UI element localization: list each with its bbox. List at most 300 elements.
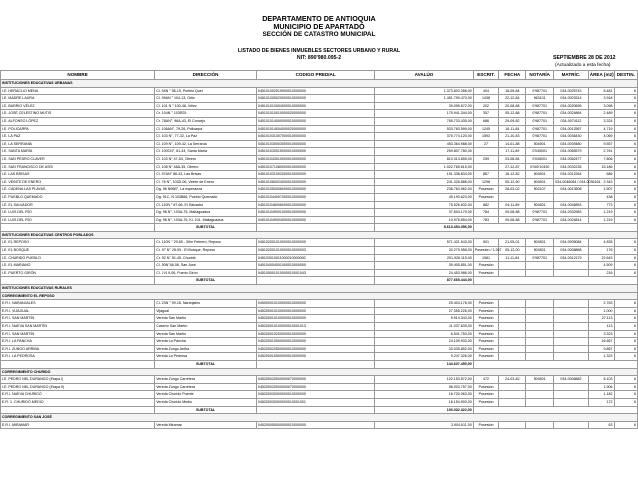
cell-destin: 6 [614, 330, 638, 338]
cell-destin: 6 [614, 239, 638, 247]
cell-nombre: E.R.I. NARANJALES [1, 300, 155, 308]
cell-codigo: 045200030000000010000000 [256, 391, 374, 399]
subtotal-label: SUBTOTAL [155, 360, 257, 368]
cell-matric: 034-0032235 [554, 163, 589, 171]
cell-notaria: 0'987701 [526, 110, 554, 118]
cell-direccion: Vereda La Pancha [155, 338, 257, 346]
cell-matric: 034-0046853 [554, 201, 589, 209]
cell-area: 216 [588, 269, 614, 277]
cell-codigo: 045101031007000010000000 [256, 133, 374, 141]
cell-direccion: Cl. 103 N°, 77-32, La Paz [155, 133, 257, 141]
cell-area: 1.323 [588, 353, 614, 361]
cell-escrit: Posesión [473, 398, 499, 406]
cell-area: 176 [588, 247, 614, 255]
cell-destin: 6 [614, 87, 638, 95]
cell-nombre: I.E. BARRIO VÉLEZ [1, 102, 155, 110]
cell-direccion: Vereda Miramar [155, 421, 257, 429]
subtotal-spacer [256, 360, 374, 368]
cell-direccion: Cl. J N 9-06, Puerto Girón [155, 269, 257, 277]
col-header-notaria: NOTARÍA [526, 71, 554, 80]
cell-area: 8.481 [588, 87, 614, 95]
cell-codigo: 045000010100000010000000 [256, 300, 374, 308]
table-body [1, 80, 638, 429]
doc-title-listing: LISTADO DE BIENES INMUEBLES SECTORES URBANO Y RURAL [237, 48, 401, 54]
cell-notaria: 504501 [526, 247, 554, 255]
cell-codigo: 045200030000000010001001 [256, 398, 374, 406]
doc-nit: NIT: 890'980.095-2 [296, 55, 342, 61]
subtotal-spacer [473, 360, 637, 368]
cell-matric [554, 323, 589, 331]
doc-updated-note: (Actualizado a esta fecha) [555, 63, 611, 68]
cell-direccion: Dg. 98 N°, 103A-75, Kl. 101, Maltaguadua [155, 216, 257, 224]
cell-direccion: Caserío San Martín [155, 323, 257, 331]
cell-fecha: 11-11-84 [499, 254, 526, 262]
cell-codigo: 045200010500000010000000 [256, 353, 374, 361]
cell-avaluo: 30.279.958,00 [375, 247, 473, 255]
subtotal-spacer [473, 277, 637, 285]
cell-destin: 6 [614, 391, 638, 399]
cell-destin: 6 [614, 193, 638, 201]
cell-avaluo: 102.153.572,00 [375, 376, 473, 384]
cell-escrit: Posesión [473, 323, 499, 331]
section-title: CORREGIMIENTO SAN JOSÉ [1, 414, 638, 422]
cell-matric: 034-0046084 / 034-0036164 [554, 178, 589, 186]
subtotal-value: 193.032.322,00 [375, 406, 473, 414]
cell-fecha [499, 383, 526, 391]
doc-date: SEPTIEMBRE 28 DE 2012 [553, 55, 616, 61]
cell-direccion: Vereda San Martín [155, 315, 257, 323]
cell-fecha [499, 353, 526, 361]
subtotal-spacer [256, 277, 374, 285]
cell-codigo: 045200010200000010000000 [256, 330, 374, 338]
cell-fecha [499, 323, 526, 331]
subtotal-spacer [256, 406, 374, 414]
cell-escrit: Posesión [473, 193, 499, 201]
cell-avaluo: 1.022.765.615,00 [375, 163, 473, 171]
cell-area: 9.867 [588, 345, 614, 353]
cell-matric [554, 300, 589, 308]
col-header-fecha: FECHA [499, 71, 526, 80]
subtotal-spacer [1, 360, 155, 368]
cell-destin: 6 [614, 315, 638, 323]
col-header-area: ÁREA (m2) [588, 71, 614, 80]
cell-avaluo: 39.095.672,00 [375, 102, 473, 110]
table-row [1, 102, 638, 110]
cell-avaluo: 9.247.326,00 [375, 353, 473, 361]
cell-codigo: 045101049001000010000000 [256, 209, 374, 217]
cell-codigo: 045101014000000010000000 [256, 117, 374, 125]
table-row [1, 269, 638, 277]
cell-fecha: 14-01-88 [499, 140, 526, 148]
cell-notaria [526, 330, 554, 338]
cell-escrit: Posesión [473, 300, 499, 308]
cell-codigo: 045101005020000010000000 [256, 95, 374, 103]
cell-nombre: I.E. EL REPOSO [1, 239, 155, 247]
cell-nombre: I.E. ALFONSO LÓPEZ [1, 117, 155, 125]
subtotal-spacer [473, 406, 637, 414]
cell-escrit: 784 [473, 209, 499, 217]
cell-destin: 6 [614, 338, 638, 346]
cell-direccion: Cl. 97AN° 86-43, Las Brisas [155, 171, 257, 179]
section-header-row [1, 292, 638, 300]
cell-escrit: Posesión [473, 391, 499, 399]
cell-notaria: 0'987701 [526, 87, 554, 95]
table-row [1, 338, 638, 346]
cell-destin: 6 [614, 117, 638, 125]
cell-escrit: Posesión [473, 353, 499, 361]
cell-avaluo: 37.604.179,00 [375, 209, 473, 217]
cell-avaluo: 533.783.599,00 [375, 125, 473, 133]
cell-fecha: 16-12-82 [499, 171, 526, 179]
cell-notaria: 0'987701 [526, 216, 554, 224]
property-table [0, 70, 638, 429]
cell-codigo: 045200020500000010000000 [256, 345, 374, 353]
cell-fecha [499, 391, 526, 399]
cell-avaluo: 765.733.435,00 [375, 117, 473, 125]
cell-escrit: Posesión [473, 315, 499, 323]
cell-matric: 034-0074112 [554, 117, 589, 125]
cell-avaluo: 27.355.226,00 [375, 307, 473, 315]
cell-nombre: I.E. PUERTO GIRÓN [1, 269, 155, 277]
cell-destin: 6 [614, 133, 638, 141]
table-row [1, 163, 638, 171]
cell-nombre: E.R.I. ZUNGO ARRIBA [1, 345, 155, 353]
cell-avaluo: 201.926.115,00 [375, 254, 473, 262]
cell-nombre: I.E. POLICARPA [1, 125, 155, 133]
cell-nombre: I.E. JOSÉ CELESTINO MUTIS [1, 110, 155, 118]
cell-avaluo: 25.404.176,00 [375, 300, 473, 308]
table-row [1, 155, 638, 163]
cell-direccion: Cr. 110N ° 29-65 - 30m Febrero, Reposo [155, 239, 257, 247]
cell-escrit: 202 [473, 102, 499, 110]
cell-codigo: 045200010100000010000000 [256, 315, 374, 323]
cell-nombre: I.E. CADENA LAS PLAYAS [1, 186, 155, 194]
cell-fecha: 03-08-84 [499, 155, 526, 163]
cell-direccion: Dg. 98 N96B°, La esperanza [155, 186, 257, 194]
cell-matric [554, 330, 589, 338]
cell-escrit: 1438 [473, 95, 499, 103]
table-row [1, 398, 638, 406]
cell-destin: 6 [614, 353, 638, 361]
cell-direccion: Cl. 94N ° 98-19, Pueblo Quel [155, 87, 257, 95]
cell-direccion: Cl. 50N°48-06, San José [155, 262, 257, 270]
cell-escrit: 501 [473, 239, 499, 247]
table-row [1, 323, 638, 331]
cell-direccion: Cl. 76 N°, 103D-06, Veinte de Enero [155, 178, 257, 186]
cell-fecha [499, 300, 526, 308]
cell-nombre: I.E. LA SERRANÍA [1, 140, 155, 148]
cell-escrit: Posesión [473, 307, 499, 315]
cell-nombre: I.E. SAN FRANCISCO DE ASÍS [1, 163, 155, 171]
cell-escrit: 472 [473, 376, 499, 384]
cell-direccion: Cl. 103 N° 47-54, Obrero [155, 155, 257, 163]
cell-matric: 034-0032983 [554, 209, 589, 217]
table-row [1, 383, 638, 391]
cell-fecha [499, 193, 526, 201]
cell-matric: 034-0012567 [554, 125, 589, 133]
cell-nombre: I.E. HERACLIO MENA [1, 87, 155, 95]
cell-area: 4.509 [588, 262, 614, 270]
cell-escrit: 882 [473, 201, 499, 209]
cell-destin: 6 [614, 140, 638, 148]
cell-escrit: 357 [473, 110, 499, 118]
section-title: CORREGIMIENTO CHURIDÓ [1, 368, 638, 376]
cell-notaria: 504501 [526, 140, 554, 148]
cell-escrit: 1298 [473, 178, 499, 186]
cell-codigo: 045101049004000010000000 [256, 216, 374, 224]
cell-codigo: 045200010100000010000000 [256, 307, 374, 315]
cell-fecha [499, 338, 526, 346]
cell-matric: 034-0024864 [554, 110, 589, 118]
cell-destin: 6 [614, 383, 638, 391]
table-row [1, 117, 638, 125]
cell-matric: 034-0024814 [554, 216, 589, 224]
cell-matric: 034-0008868 [554, 247, 589, 255]
cell-avaluo: 1.451.790.470,00 [375, 95, 473, 103]
cell-fecha: 05-12-00 [499, 247, 526, 255]
cell-escrit: 27 [473, 140, 499, 148]
subtotal-spacer [256, 224, 374, 232]
subtotal-value: 877.665.444,00 [375, 277, 473, 285]
table-row [1, 133, 638, 141]
cell-area: 63 [588, 421, 614, 429]
section-header-row [1, 368, 638, 376]
cell-codigo: 045101030015000010000000 [256, 148, 374, 156]
cell-destin: 6 [614, 421, 638, 429]
cell-direccion: Dg. 91C, N 103B66, Pueblo Quemado [155, 193, 257, 201]
cell-destin: 6 [614, 300, 638, 308]
cell-nombre: I.E. LA PAZ [1, 133, 155, 141]
cell-avaluo: 571.421.543,00 [375, 239, 473, 247]
cell-notaria: 504501 [526, 171, 554, 179]
cell-codigo: 045200020000000070000000 [256, 383, 374, 391]
cell-escrit: 783 [473, 216, 499, 224]
cell-avaluo: 810.313.655,00 [375, 155, 473, 163]
cell-destin: 6 [614, 125, 638, 133]
cell-fecha: 09-08-88 [499, 209, 526, 217]
cell-direccion: Vereda San Martín [155, 330, 257, 338]
cell-codigo: 045101071080000010000000 [256, 163, 374, 171]
cell-escrit: 686 [473, 117, 499, 125]
cell-direccion: Cr. 92 N° 51-45, Churidó [155, 254, 257, 262]
cell-matric [554, 345, 589, 353]
cell-notaria: 0'987701 [526, 133, 554, 141]
cell-area: 1.000 [588, 307, 614, 315]
cell-direccion: Vereda Zungo Arriba [155, 345, 257, 353]
cell-matric [554, 315, 589, 323]
cell-notaria: 0'987701 [526, 209, 554, 217]
cell-notaria: 502107 [526, 186, 554, 194]
cell-fecha [499, 315, 526, 323]
cell-codigo: 045101048006000010000000 [256, 201, 374, 209]
subtotal-spacer [1, 224, 155, 232]
table-row [1, 171, 638, 179]
subtotal-row [1, 277, 638, 285]
cell-notaria: 0'987701 [526, 125, 554, 133]
cell-area: 1.906 [588, 383, 614, 391]
cell-destin: 6 [614, 95, 638, 103]
cell-direccion: Vereda Churidó Puente [155, 391, 257, 399]
col-header-destin: DESTIN. [614, 71, 638, 80]
table-row [1, 178, 638, 186]
cell-nombre: E.R.I. LA PANCHA [1, 338, 155, 346]
cell-direccion: Cl. 110N ° 87-66, El Salvador [155, 201, 257, 209]
cell-direccion: Cl. 99AN ° 104-13, Ortiz [155, 95, 257, 103]
col-header-direccion: DIRECCIÓN [155, 71, 257, 80]
cell-avaluo: 11.037.639,00 [375, 323, 473, 331]
cell-escrit: Posesión [473, 186, 499, 194]
cell-destin: 6 [614, 209, 638, 217]
cell-area: 113 [588, 323, 614, 331]
cell-codigo: 045200010500000010000000 [256, 338, 374, 346]
cell-destin: 6 [614, 345, 638, 353]
table-row [1, 148, 638, 156]
cell-destin: 6 [614, 254, 638, 262]
subtotal-spacer [1, 277, 155, 285]
cell-notaria [526, 421, 554, 429]
cell-area: 1.182 [588, 391, 614, 399]
cell-area: 15.186 [588, 163, 614, 171]
col-header-codigo: CODIGO PREDIAL [256, 71, 374, 80]
table-row [1, 300, 638, 308]
cell-nombre: E.R.I. MIRAMAR [1, 421, 155, 429]
cell-nombre: E.R. 1. CHURIDÓ MEDIO [1, 398, 155, 406]
cell-destin: 6 [614, 307, 638, 315]
cell-notaria [526, 315, 554, 323]
cell-fecha: 04-11-89 [499, 201, 526, 209]
cell-destin: 6 [614, 163, 638, 171]
cell-matric [554, 307, 589, 315]
subtotal-value: 8.613.454.356,00 [375, 224, 473, 232]
cell-escrit [473, 163, 499, 171]
cell-area: 4.069 [588, 133, 614, 141]
section-header-row [1, 80, 638, 88]
cell-avaluo: 3.904.611,00 [375, 421, 473, 429]
cell-codigo: 045101010010000020000000 [256, 110, 374, 118]
cell-codigo: 045101060024000010000000 [256, 178, 374, 186]
cell-matric [554, 262, 589, 270]
cell-nombre: I.E. EL BOSQUE [1, 247, 155, 255]
table-row [1, 216, 638, 224]
cell-area: 2.343 [588, 178, 614, 186]
cell-matric [554, 421, 589, 429]
cell-avaluo: 1.373.603.356,00 [375, 87, 473, 95]
cell-codigo: 045102001010000010000000 [256, 239, 374, 247]
cell-fecha: 28-03-02 [499, 186, 526, 194]
subtotal-row [1, 224, 638, 232]
cell-avaluo: 75.526.832,00 [375, 201, 473, 209]
section-header-row [1, 414, 638, 422]
cell-avaluo: 24.109.933,00 [375, 338, 473, 346]
cell-area: 9.557 [588, 140, 614, 148]
table-header-row [1, 71, 638, 80]
cell-nombre: I.E. PUEBLO QUEMADO [1, 193, 155, 201]
cell-area: 172 [588, 398, 614, 406]
section-title: INSTITUCIONES EDUCATIVAS RURALES [1, 285, 638, 293]
cell-escrit: 404 [473, 87, 499, 95]
table-row [1, 209, 638, 217]
cell-escrit: Posesión [473, 345, 499, 353]
cell-area: 27.113 [588, 315, 614, 323]
cell-direccion: Cl. 106AN°, 79-26, Policarpa [155, 125, 257, 133]
cell-matric [554, 353, 589, 361]
cell-destin: 6 [614, 376, 638, 384]
cell-escrit: Posesión [473, 269, 499, 277]
cell-area: 2.763 [588, 300, 614, 308]
cell-destin: 6 [614, 201, 638, 209]
cell-matric: 034-0020695 [554, 102, 589, 110]
cell-codigo: 045102001010000010000003 [256, 247, 374, 255]
cell-direccion: Cr. 78AN°, 96A-43, El Concejo [155, 117, 257, 125]
cell-direccion: Vijagual [155, 307, 257, 315]
subtotal-value: 144.637.450,00 [375, 360, 473, 368]
cell-area: 438 [588, 193, 614, 201]
cell-notaria [526, 338, 554, 346]
cell-direccion: Cl. 101 N ° 100-48, Vélez [155, 102, 257, 110]
cell-avaluo: 58.003.757,00 [375, 383, 473, 391]
section-header-row [1, 285, 638, 293]
cell-nombre: I.E. LUIS DEL RÍO [1, 216, 155, 224]
subtotal-spacer [1, 406, 155, 414]
cell-avaluo: 16.720.063,00 [375, 391, 473, 399]
cell-matric: 034-0012179 [554, 254, 589, 262]
cell-direccion: Vereda Zungo Carretera [155, 376, 257, 384]
cell-nombre: E.R.I. LA PEDROSA [1, 353, 155, 361]
cell-avaluo: 175.941.344,00 [375, 110, 473, 118]
cell-area: 3.098 [588, 102, 614, 110]
cell-nombre: I.E. CHURIDÓ PUEBLO [1, 254, 155, 262]
cell-escrit: 867 [473, 171, 499, 179]
subtotal-spacer [473, 224, 637, 232]
cell-nombre: E.R.I. NUEVA CHURIDÓ [1, 391, 155, 399]
cell-nombre: I.E. PEDRO NEL DURANGO (Etapa II) [1, 383, 155, 391]
cell-avaluo: 24.453.986,00 [375, 269, 473, 277]
cell-fecha: 21-10-83 [499, 133, 526, 141]
cell-escrit [473, 148, 499, 156]
subtotal-label: SUBTOTAL [155, 224, 257, 232]
cell-matric: 034-0036430 [554, 133, 589, 141]
subtotal-label: SUBTOTAL [155, 406, 257, 414]
cell-destin: 6 [614, 247, 638, 255]
cell-notaria [526, 398, 554, 406]
table-row [1, 186, 638, 194]
cell-area: 2.761 [588, 148, 614, 156]
cell-fecha: 09-08-88 [499, 216, 526, 224]
col-header-nombre: NOMBRE [1, 71, 155, 80]
cell-codigo: 045200050000000010000000 [256, 421, 374, 429]
cell-fecha [499, 307, 526, 315]
cell-direccion: Cr. 97 N° 28-05 - El Bosque, Reposo [155, 247, 257, 255]
cell-avaluo: 39.405.851,00 [375, 262, 473, 270]
table-row [1, 95, 638, 103]
cell-matric [554, 269, 589, 277]
cell-matric: 034-0013508 [554, 186, 589, 194]
table-row [1, 353, 638, 361]
cell-notaria: 0'045001 [526, 148, 554, 156]
cell-direccion: Vereda Zungo Carretera [155, 383, 257, 391]
cell-destin: 6 [614, 323, 638, 331]
cell-matric: 034-0025743 [554, 87, 589, 95]
cell-codigo: 045101010004000010000000 [256, 102, 374, 110]
table-row [1, 262, 638, 270]
cell-notaria: 0'045001 [526, 155, 554, 163]
cell-matric: 034-0012264 [554, 171, 589, 179]
cell-codigo: 045101002019000010000000 [256, 87, 374, 95]
cell-notaria [526, 323, 554, 331]
section-title: INSTITUCIONES EDUCATIVAS CENTROS POBLADOS [1, 231, 638, 239]
cell-destin: 6 [614, 216, 638, 224]
cell-notaria [526, 262, 554, 270]
